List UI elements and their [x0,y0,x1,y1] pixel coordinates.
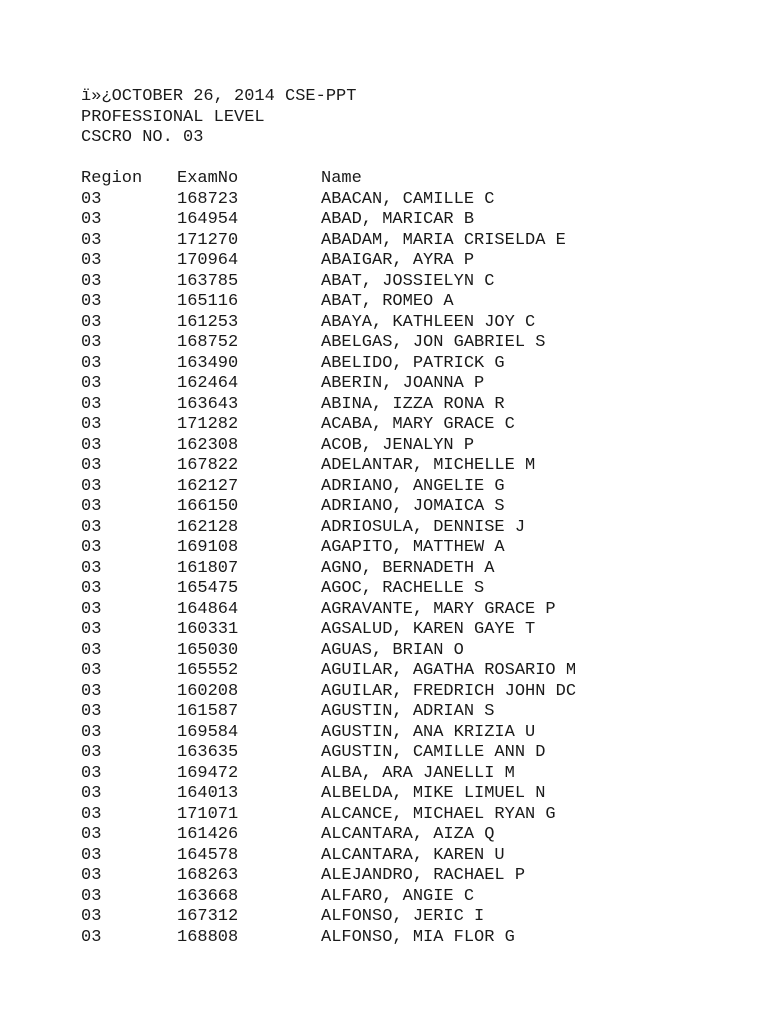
name-cell: ADRIANO, ANGELIE G [321,476,505,496]
examno-cell: 160331 [177,620,239,639]
region-cell: 03 [81,456,102,475]
table-row [81,313,576,334]
region-cell: 03 [81,230,102,250]
table-row [81,723,576,744]
exam-level: PROFESSIONAL LEVEL [81,107,265,127]
examno-cell: 161587 [177,702,239,721]
examno-cell: 164864 [177,599,239,619]
examno-cell: 168723 [177,189,239,209]
column-header-name: Name [321,169,362,188]
examno-cell: 162128 [177,517,239,537]
examno-cell: 168752 [177,333,239,352]
region-cell: 03 [81,845,102,865]
table-row [81,620,576,641]
name-cell: ABERIN, JOANNA P [321,374,485,393]
region-cell: 03 [81,333,102,352]
examno-cell: 164013 [177,784,239,803]
name-cell: ALFARO, ANGIE C [321,886,475,906]
table-row [81,743,576,764]
name-cell: ACABA, MARY GRACE C [321,415,515,434]
name-cell: ALFONSO, MIA FLOR G [321,927,515,947]
column-header-region: Region [81,169,143,188]
name-cell: ABELGAS, JON GABRIEL S [321,333,546,352]
name-cell: ABAIGAR, AYRA P [321,251,475,270]
examno-cell: 165116 [177,292,239,311]
table-row [81,497,576,518]
region-office: CSCRO NO. 03 [81,128,204,147]
examno-cell: 164578 [177,845,239,865]
table-row [81,825,576,846]
region-cell: 03 [81,538,102,557]
name-cell: AGUSTIN, CAMILLE ANN D [321,743,546,762]
region-cell: 03 [81,517,102,537]
examno-cell: 163490 [177,353,239,373]
table-row [81,477,576,498]
examno-cell: 171071 [177,804,239,824]
table-row [81,456,576,477]
document-page [81,87,576,948]
examno-cell: 161253 [177,312,239,332]
region-cell: 03 [81,722,102,742]
region-cell: 03 [81,210,102,229]
name-cell: ADELANTAR, MICHELLE M [321,456,536,475]
name-cell: AGUSTIN, ANA KRIZIA U [321,722,536,742]
table-row [81,784,576,805]
examno-cell: 163785 [177,271,239,291]
region-cell: 03 [81,435,102,455]
table-row [81,846,576,867]
name-cell: ABAT, ROMEO A [321,292,454,311]
name-cell: ALCANTARA, KAREN U [321,845,505,865]
table-row [81,907,576,928]
examno-cell: 171270 [177,230,239,250]
region-cell: 03 [81,415,102,434]
examno-cell: 169472 [177,763,239,783]
name-cell: AGUILAR, FREDRICH JOHN DC [321,681,577,701]
region-cell: 03 [81,374,102,393]
examno-cell: 162308 [177,435,239,455]
region-cell: 03 [81,661,102,680]
name-cell: AGNO, BERNADETH A [321,558,495,578]
name-cell: AGUILAR, AGATHA ROSARIO M [321,661,577,680]
name-cell: ALFONSO, JERIC I [321,907,485,926]
examno-cell: 160208 [177,681,239,701]
table-row [81,231,576,252]
examno-cell: 168263 [177,866,239,885]
examno-cell: 163635 [177,743,239,762]
region-cell: 03 [81,620,102,639]
examno-cell: 171282 [177,415,239,434]
region-cell: 03 [81,476,102,496]
table-row [81,251,576,272]
table-row [81,395,576,416]
region-cell: 03 [81,353,102,373]
examno-cell: 167822 [177,456,239,475]
table-row [81,415,576,436]
name-cell: AGRAVANTE, MARY GRACE P [321,599,556,619]
table-row [81,538,576,559]
name-cell: AGUAS, BRIAN O [321,640,464,660]
exam-date-title: ï»¿OCTOBER 26, 2014 CSE-PPT [81,87,357,106]
examinee-list [81,190,576,949]
region-cell: 03 [81,743,102,762]
table-row [81,702,576,723]
table-row [81,866,576,887]
name-cell: AGSALUD, KAREN GAYE T [321,620,536,639]
table-row [81,928,576,949]
name-cell: ADRIOSULA, DENNISE J [321,517,526,537]
name-cell: AGAPITO, MATTHEW A [321,538,505,557]
table-row [81,190,576,211]
region-cell: 03 [81,251,102,270]
examno-cell: 169108 [177,538,239,557]
name-cell: ABACAN, CAMILLE C [321,189,495,209]
table-row [81,579,576,600]
name-cell: ADRIANO, JOMAICA S [321,497,505,516]
examno-cell: 161807 [177,558,239,578]
name-cell: ABINA, IZZA RONA R [321,394,505,414]
spacer [81,149,576,170]
region-cell: 03 [81,640,102,660]
name-cell: AGUSTIN, ADRIAN S [321,702,495,721]
name-cell: ABELIDO, PATRICK G [321,353,505,373]
examno-cell: 163668 [177,886,239,906]
name-cell: ALCANCE, MICHAEL RYAN G [321,804,556,824]
examno-cell: 165475 [177,579,239,598]
examno-cell: 168808 [177,927,239,947]
name-cell: ALBELDA, MIKE LIMUEL N [321,784,546,803]
region-cell: 03 [81,579,102,598]
region-cell: 03 [81,763,102,783]
table-row [81,559,576,580]
table-row [81,805,576,826]
region-cell: 03 [81,558,102,578]
examno-cell: 162127 [177,476,239,496]
table-row [81,436,576,457]
examno-cell: 165552 [177,661,239,680]
region-cell: 03 [81,271,102,291]
table-row [81,210,576,231]
table-row [81,272,576,293]
table-row [81,887,576,908]
name-cell: ALEJANDRO, RACHAEL P [321,866,526,885]
region-cell: 03 [81,866,102,885]
table-header-row [81,169,576,190]
examno-cell: 167312 [177,907,239,926]
examno-cell: 161426 [177,825,239,844]
examno-cell: 165030 [177,640,239,660]
region-cell: 03 [81,886,102,906]
region-cell: 03 [81,189,102,209]
region-cell: 03 [81,804,102,824]
name-cell: ACOB, JENALYN P [321,435,475,455]
name-cell: ALCANTARA, AIZA Q [321,825,495,844]
examno-cell: 162464 [177,374,239,393]
examno-cell: 164954 [177,210,239,229]
name-cell: AGOC, RACHELLE S [321,579,485,598]
region-cell: 03 [81,292,102,311]
table-row [81,661,576,682]
table-row [81,354,576,375]
table-row [81,518,576,539]
region-cell: 03 [81,681,102,701]
table-row [81,374,576,395]
region-cell: 03 [81,497,102,516]
column-header-examno: ExamNo [177,169,239,188]
examno-cell: 169584 [177,722,239,742]
name-cell: ABAD, MARICAR B [321,210,475,229]
region-cell: 03 [81,394,102,414]
table-row [81,641,576,662]
region-cell: 03 [81,702,102,721]
region-cell: 03 [81,907,102,926]
region-cell: 03 [81,312,102,332]
table-row [81,600,576,621]
region-cell: 03 [81,927,102,947]
region-cell: 03 [81,784,102,803]
examno-cell: 170964 [177,251,239,270]
name-cell: ABAYA, KATHLEEN JOY C [321,312,536,332]
name-cell: ABAT, JOSSIELYN C [321,271,495,291]
name-cell: ABADAM, MARIA CRISELDA E [321,230,566,250]
table-row [81,292,576,313]
examno-cell: 163643 [177,394,239,414]
region-cell: 03 [81,825,102,844]
region-cell: 03 [81,599,102,619]
table-row [81,682,576,703]
name-cell: ALBA, ARA JANELLI M [321,763,515,783]
examno-cell: 166150 [177,497,239,516]
table-row [81,764,576,785]
table-row [81,333,576,354]
